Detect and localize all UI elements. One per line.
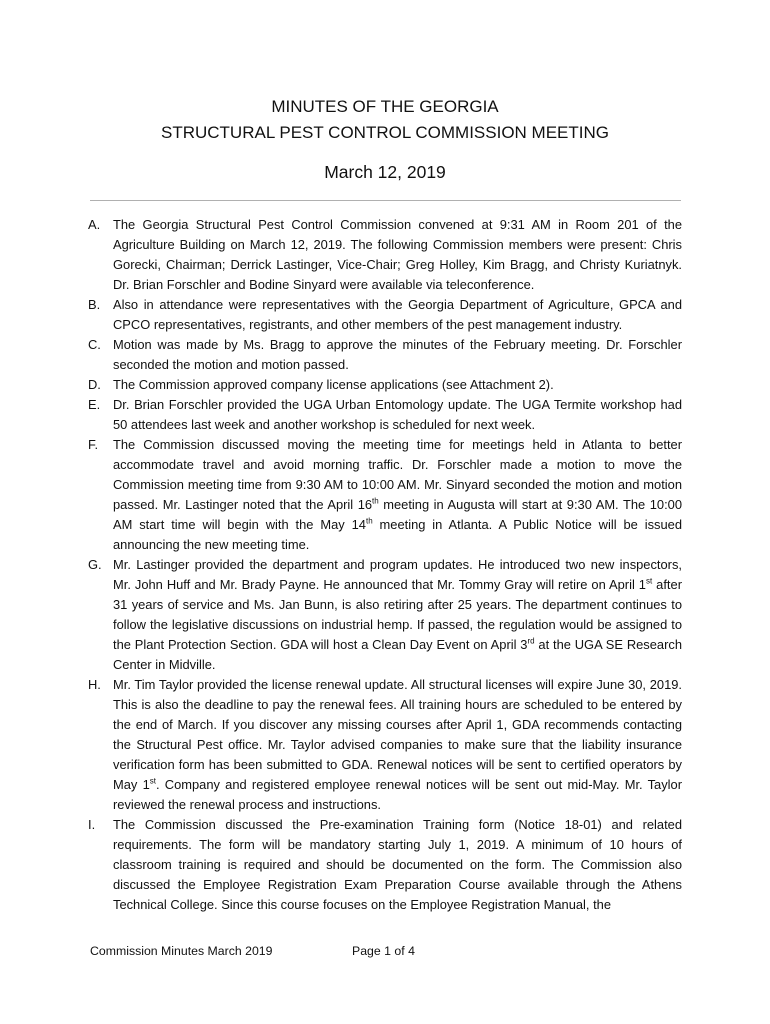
item-text: The Commission approved company license applications (see Attachment 2). xyxy=(113,377,554,392)
footer-page-number: Page 1 of 4 xyxy=(352,944,415,958)
item-marker: B. xyxy=(88,297,101,312)
minutes-item-b xyxy=(88,295,682,335)
minutes-item-g xyxy=(88,555,682,675)
item-marker: A. xyxy=(88,217,101,232)
title-line-2: STRUCTURAL PEST CONTROL COMMISSION MEETING xyxy=(160,123,610,142)
minutes-item-f xyxy=(88,435,682,555)
footer-document-label: Commission Minutes March 2019 xyxy=(90,944,273,958)
minutes-list xyxy=(88,215,682,915)
item-text: The Commission discussed the Pre-examination Training form (Notice 18-01) and related requirements. The form will be mandatory starting July 1, 2019. A minimum of 10 hours of classroom training is required and should be documented on the form. The Commission also discussed the Employee Registration Exam Preparation Course available through the Athens Technical College. Since this course focuses on the Employee Registration Manual, the xyxy=(113,817,682,912)
item-text: Dr. Brian Forschler provided the UGA Urban Entomology update. The UGA Termite workshop had 50 attendees last week and another workshop is scheduled for next week. xyxy=(113,397,682,432)
minutes-item-d xyxy=(88,375,682,395)
item-text: Mr. Lastinger provided the department and program updates. He introduced two new inspectors, Mr. John Huff and Mr. Brady Payne. He announced that Mr. Tommy Gray will retire on April 1st after 31 years of service and Ms. Jan Bunn, is also retiring after 25 years. The department continues to follow the legislative discussions on industrial hemp. If passed, the regulation would be assigned to the Plant Protection Section. GDA will host a Clean Day Event on April 3rd at the UGA SE Research Center in Midville. xyxy=(113,557,682,672)
minutes-item-a xyxy=(88,215,682,295)
item-marker: C. xyxy=(88,337,101,352)
item-text: Also in attendance were representatives with the Georgia Department of Agriculture, GPCA and CPCO representatives, registrants, and other members of the pest management industry. xyxy=(113,297,682,332)
minutes-item-h xyxy=(88,675,682,815)
ordinal-suffix: rd xyxy=(527,636,535,646)
item-text: Motion was made by Ms. Bragg to approve the minutes of the February meeting. Dr. Forschler seconded the motion and motion passed. xyxy=(113,337,682,372)
ordinal-suffix: th xyxy=(372,496,379,506)
minutes-item-e xyxy=(88,395,682,435)
item-marker: D. xyxy=(88,377,101,392)
ordinal-suffix: st xyxy=(149,776,156,786)
item-marker: I. xyxy=(88,817,96,832)
ordinal-suffix: th xyxy=(365,516,373,526)
item-marker: F. xyxy=(88,437,99,452)
item-text: The Georgia Structural Pest Control Commission convened at 9:31 AM in Room 201 of the Agriculture Building on March 12, 2019. The following Commission members were present: Chris Gorecki, Chairman; Derrick Lastinger, Vice-Chair; Greg Holley, Kim Bragg, and Christy Kuriatnyk. Dr. Brian Forschler and Bodine Sinyard were available via teleconference. xyxy=(113,217,682,292)
item-marker: G. xyxy=(88,557,102,572)
meeting-date: March 12, 2019 xyxy=(324,162,446,182)
ordinal-suffix: st xyxy=(645,576,653,586)
minutes-item-c xyxy=(88,335,682,375)
title-line-1: MINUTES OF THE GEORGIA xyxy=(271,97,499,116)
item-text: Mr. Tim Taylor provided the license renewal update. All structural licenses will expire June 30, 2019. This is also the deadline to pay the renewal fees. All training hours are scheduled to be entered by the end of March. If you discover any missing courses after April 1, GDA recommends contacting the Structural Pest office. Mr. Taylor advised companies to make sure that the liability insurance verification form has been submitted to GDA. Renewal notices will be sent to certified operators by May 1st. Company and registered employee renewal notices will be sent out mid-May. Mr. Taylor reviewed the renewal process and instructions. xyxy=(113,677,682,812)
item-marker: E. xyxy=(88,397,101,412)
horizontal-rule xyxy=(90,200,681,201)
item-marker: H. xyxy=(88,677,101,692)
item-text: The Commission discussed moving the meeting time for meetings held in Atlanta to better accommodate travel and avoid morning traffic. Dr. Forschler made a motion to move the Commission meeting time from 9:30 AM to 10:00 AM. Mr. Sinyard seconded the motion and motion passed. Mr. Lastinger noted that the April 16th meeting in Augusta will start at 9:30 AM. The 10:00 AM start time will begin with the May 14th meeting in Atlanta. A Public Notice will be issued announcing the new meeting time. xyxy=(113,437,682,552)
minutes-item-i xyxy=(88,815,682,915)
